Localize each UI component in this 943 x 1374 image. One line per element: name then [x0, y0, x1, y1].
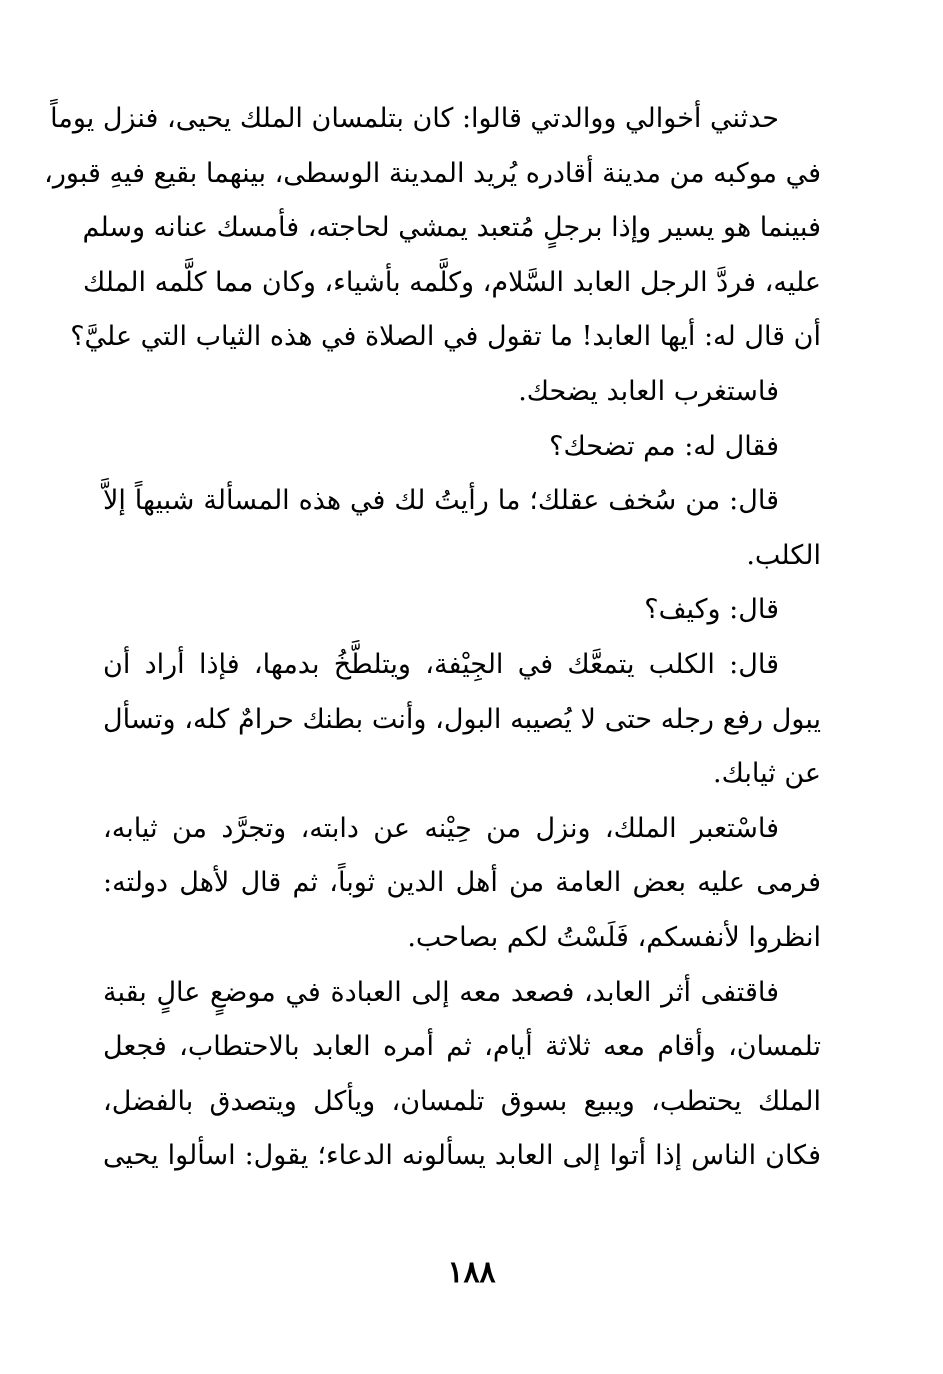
page-number: ١٨٨ — [447, 1255, 496, 1290]
text-line: فاستغرب العابد يضحك. — [518, 375, 779, 407]
text-line: عن ثيابك. — [713, 758, 821, 790]
text-line: قال: من سُخف عقلك؛ ما رأيتُ لك في هذه المسألة شبيهاً إلاَّ — [103, 485, 779, 517]
text-line: فبينما هو يسير وإذا برجلٍ مُتعبد يمشي لحاجته، فأمسك عنانه وسلم — [82, 212, 821, 244]
text-line: قال: الكلب يتمعَّك في الجِيْفة، ويتلطَّخُ بدمها، فإذا أراد أن — [103, 648, 779, 680]
text-line: فرمى عليه بعض العامة من أهل الدين ثوباً، ثم قال لأهل دولته: — [103, 867, 821, 899]
text-line: الملك يحتطب، ويبيع بسوق تلمسان، ويأكل ويتصدق بالفضل، — [103, 1085, 821, 1117]
text-line: في موكبه من مدينة أقادره يُريد المدينة الوسطى، بينهما بقيع فيهِ قبور، — [44, 157, 821, 189]
text-line: فاقتفى أثر العابد، فصعد معه إلى العبادة في موضعٍ عالٍ بقبة — [103, 976, 779, 1008]
text-line: قال: وكيف؟ — [644, 594, 779, 626]
text-line: فاسْتعبر الملك، ونزل من حِيْنه عن دابته، وتجرَّد من ثيابه، — [103, 812, 779, 844]
text-line: فقال له: مم تضحك؟ — [549, 430, 779, 462]
text-line: تلمسان، وأقام معه ثلاثة أيام، ثم أمره العابد بالاحتطاب، فجعل — [103, 1031, 821, 1063]
text-line: حدثني أخوالي ووالدتي قالوا: كان بتلمسان الملك يحيى، فنزل يوماً — [50, 103, 779, 134]
text-line: فكان الناس إذا أتوا إلى العابد يسألونه الدعاء؛ يقول: اسألوا يحيى — [103, 1140, 821, 1172]
text-line: انظروا لأنفسكم، فَلَسْتُ لكم بصاحب. — [407, 921, 821, 953]
text-line: يبول رفع رجله حتى لا يُصيبه البول، وأنت بطنك حرامٌ كله، وتسأل — [103, 703, 821, 735]
text-line: أن قال له: أيها العابد! ما تقول في الصلاة في هذه الثياب التي عليَّ؟ — [70, 321, 821, 353]
page-body — [44, 92, 821, 1184]
text-line: الكلب. — [746, 539, 821, 571]
text-line: عليه، فردَّ الرجل العابد السَّلام، وكلَّمه بأشياء، وكان مما كلَّمه الملك — [82, 266, 821, 298]
